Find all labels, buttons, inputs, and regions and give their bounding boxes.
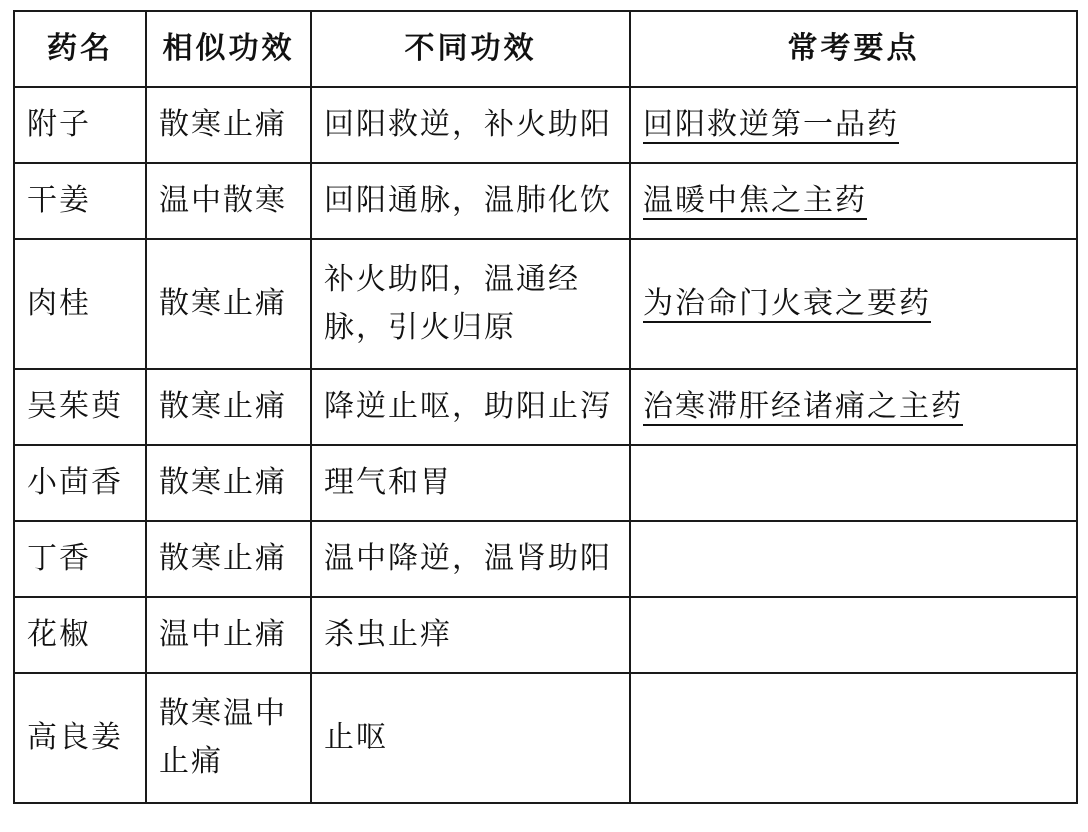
key-point-text: 治寒滞肝经诸痛之主药 (643, 389, 963, 424)
cell-name: 吴茱萸 (14, 369, 146, 445)
cell-key (630, 87, 1077, 163)
table-row (14, 87, 1077, 163)
cell-different: 补火助阳，温通经脉，引火归原 (311, 239, 630, 369)
cell-key (630, 597, 1077, 673)
cell-key (630, 369, 1077, 445)
table-header-row (14, 11, 1077, 87)
table-row (14, 239, 1077, 369)
cell-name: 丁香 (14, 521, 146, 597)
cell-key (630, 239, 1077, 369)
key-point-text: 回阳救逆第一品药 (643, 107, 899, 142)
table-row (14, 369, 1077, 445)
header-similar-effect: 相似功效 (146, 11, 311, 87)
cell-key (630, 673, 1077, 803)
cell-similar: 散寒止痛 (146, 87, 311, 163)
key-point-text: 温暖中焦之主药 (643, 183, 867, 218)
cell-similar: 温中散寒 (146, 163, 311, 239)
herb-comparison-table (13, 10, 1078, 804)
cell-different: 温中降逆，温肾助阳 (311, 521, 630, 597)
cell-name: 高良姜 (14, 673, 146, 803)
cell-similar: 散寒温中止痛 (146, 673, 311, 803)
cell-different: 回阳通脉，温肺化饮 (311, 163, 630, 239)
cell-different: 理气和胃 (311, 445, 630, 521)
table-row (14, 521, 1077, 597)
cell-name: 附子 (14, 87, 146, 163)
cell-key (630, 521, 1077, 597)
header-key-points: 常考要点 (630, 11, 1077, 87)
cell-similar: 温中止痛 (146, 597, 311, 673)
cell-different: 杀虫止痒 (311, 597, 630, 673)
cell-similar: 散寒止痛 (146, 369, 311, 445)
cell-different: 止呕 (311, 673, 630, 803)
cell-different: 回阳救逆，补火助阳 (311, 87, 630, 163)
table-row (14, 163, 1077, 239)
cell-similar: 散寒止痛 (146, 445, 311, 521)
table-row (14, 597, 1077, 673)
cell-name: 小茴香 (14, 445, 146, 521)
cell-name: 干姜 (14, 163, 146, 239)
cell-name: 肉桂 (14, 239, 146, 369)
cell-similar: 散寒止痛 (146, 239, 311, 369)
cell-different: 降逆止呕，助阳止泻 (311, 369, 630, 445)
cell-key (630, 445, 1077, 521)
table-row (14, 445, 1077, 521)
cell-similar: 散寒止痛 (146, 521, 311, 597)
cell-key (630, 163, 1077, 239)
key-point-text: 为治命门火衰之要药 (643, 286, 931, 321)
cell-name: 花椒 (14, 597, 146, 673)
header-name: 药名 (14, 11, 146, 87)
header-different-effect: 不同功效 (311, 11, 630, 87)
table-row (14, 673, 1077, 803)
